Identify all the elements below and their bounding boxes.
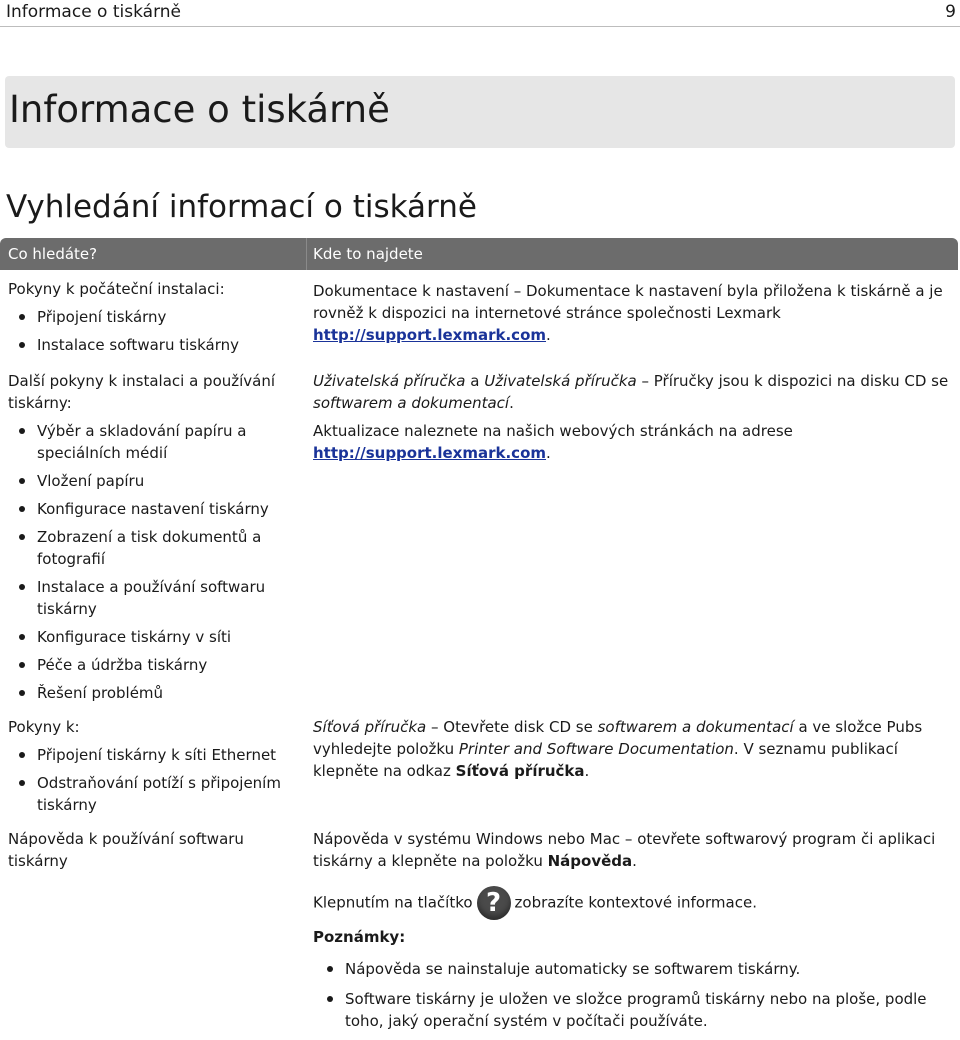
list-item: Péče a údržba tiskárny (8, 654, 303, 676)
row3-text1: – Otevřete disk CD se (426, 718, 598, 736)
row2-list (8, 420, 303, 704)
subsection-title: Vyhledání informací o tiskárně (6, 189, 477, 225)
row4-text: Nápověda k používání softwaru tiskárny (8, 830, 244, 870)
row1-text: Dokumentace k nastavení – Dokumentace k nastavení byla přiložena k tiskárně a je rovněž k dispozici na internetové stránce společnosti Lexmark (313, 282, 943, 322)
list-item: Vložení papíru (8, 470, 303, 492)
click-before: Klepnutím na tlačítko (313, 893, 473, 912)
row4-click (313, 886, 953, 920)
row1-end: . (546, 326, 551, 344)
click-after: zobrazíte kontextové informace. (514, 893, 757, 912)
col1-header: Co hledáte? (8, 245, 98, 263)
page-number: 9 (945, 2, 956, 22)
list-item: Instalace softwaru tiskárny (8, 334, 303, 356)
section-title-box (5, 76, 955, 148)
row3-right (313, 716, 953, 782)
row2-end: . (509, 394, 514, 412)
doc-title: Printer and Software Documentation (458, 740, 734, 758)
row2-update-end: . (546, 444, 551, 462)
list-item: Zobrazení a tisk dokumentů a fotografií (8, 526, 303, 570)
user-guide-title: Uživatelská příručka (313, 372, 466, 390)
notes-label: Poznámky: (313, 928, 406, 946)
row4-help-text (313, 828, 953, 872)
list-item: Konfigurace nastavení tiskárny (8, 498, 303, 520)
list-item: Software tiskárny je uložen ve složce programů tiskárny nebo na ploše, podle toho, jaký operační systém v počítači používáte. (313, 988, 953, 1032)
section-title: Informace o tiskárně (9, 88, 390, 131)
row1-left (8, 278, 303, 356)
user-guide-title-2: Uživatelská příručka (484, 372, 637, 390)
notes-list (313, 958, 953, 1032)
support-link-2[interactable]: http://support.lexmark.com (313, 444, 547, 462)
row2-left (8, 370, 303, 704)
list-item: Připojení tiskárny (8, 306, 303, 328)
info-table (0, 238, 960, 1028)
list-item: Konfigurace tiskárny v síti (8, 626, 303, 648)
header-divider (306, 238, 307, 270)
network-guide-link: Síťová příručka (455, 762, 585, 780)
list-item: Nápověda se nainstaluje automaticky se softwarem tiskárny. (313, 958, 953, 980)
help-question-icon: ? (477, 886, 511, 920)
list-item: Řešení problémů (8, 682, 303, 704)
row4-right (313, 828, 953, 1032)
cd-title-2: softwarem a dokumentací (597, 718, 794, 736)
row2-mid: a (465, 372, 485, 390)
row1-intro: Pokyny k počáteční instalaci: (8, 280, 225, 298)
running-header-title: Informace o tiskárně (6, 2, 181, 22)
row3-text3: . V seznamu publikací klepněte na odkaz (313, 740, 898, 780)
row1-list (8, 306, 303, 356)
list-item: Instalace a používání softwaru tiskárny (8, 576, 303, 620)
col2-header: Kde to najdete (313, 245, 423, 263)
row1-right (313, 280, 953, 346)
row3-text2: a ve složce Pubs vyhledejte položku (313, 718, 923, 758)
list-item: Odstraňování potíží s připojením tiskárny (8, 772, 303, 816)
running-header (0, 0, 960, 27)
row2-intro: Další pokyny k instalaci a používání tiskárny: (8, 372, 276, 412)
support-link[interactable]: http://support.lexmark.com (313, 326, 547, 344)
row4-left (8, 828, 303, 872)
row2-right (313, 370, 953, 464)
row2-guide-text (313, 370, 953, 414)
list-item: Výběr a skladování papíru a speciálních médií (8, 420, 303, 464)
row4-help-body: Nápověda v systému Windows nebo Mac – otevřete softwarový program či aplikaci tiskárny a klepněte na položku (313, 830, 936, 870)
table-header (0, 238, 958, 270)
row3-left (8, 716, 303, 816)
row2-update (313, 420, 953, 464)
row3-list (8, 744, 303, 816)
row2-text: – Příručky jsou k dispozici na disku CD se (636, 372, 949, 390)
list-item: Připojení tiskárny k síti Ethernet (8, 744, 303, 766)
network-guide-title: Síťová příručka (313, 718, 427, 736)
row4-end: . (632, 852, 637, 870)
row2-update-text: Aktualizace naleznete na našich webových stránkách na adrese (313, 422, 793, 440)
cd-title: softwarem a dokumentací (313, 394, 510, 412)
help-menu-label: Nápověda (547, 852, 633, 870)
row3-end: . (584, 762, 590, 780)
row3-intro: Pokyny k: (8, 718, 80, 736)
